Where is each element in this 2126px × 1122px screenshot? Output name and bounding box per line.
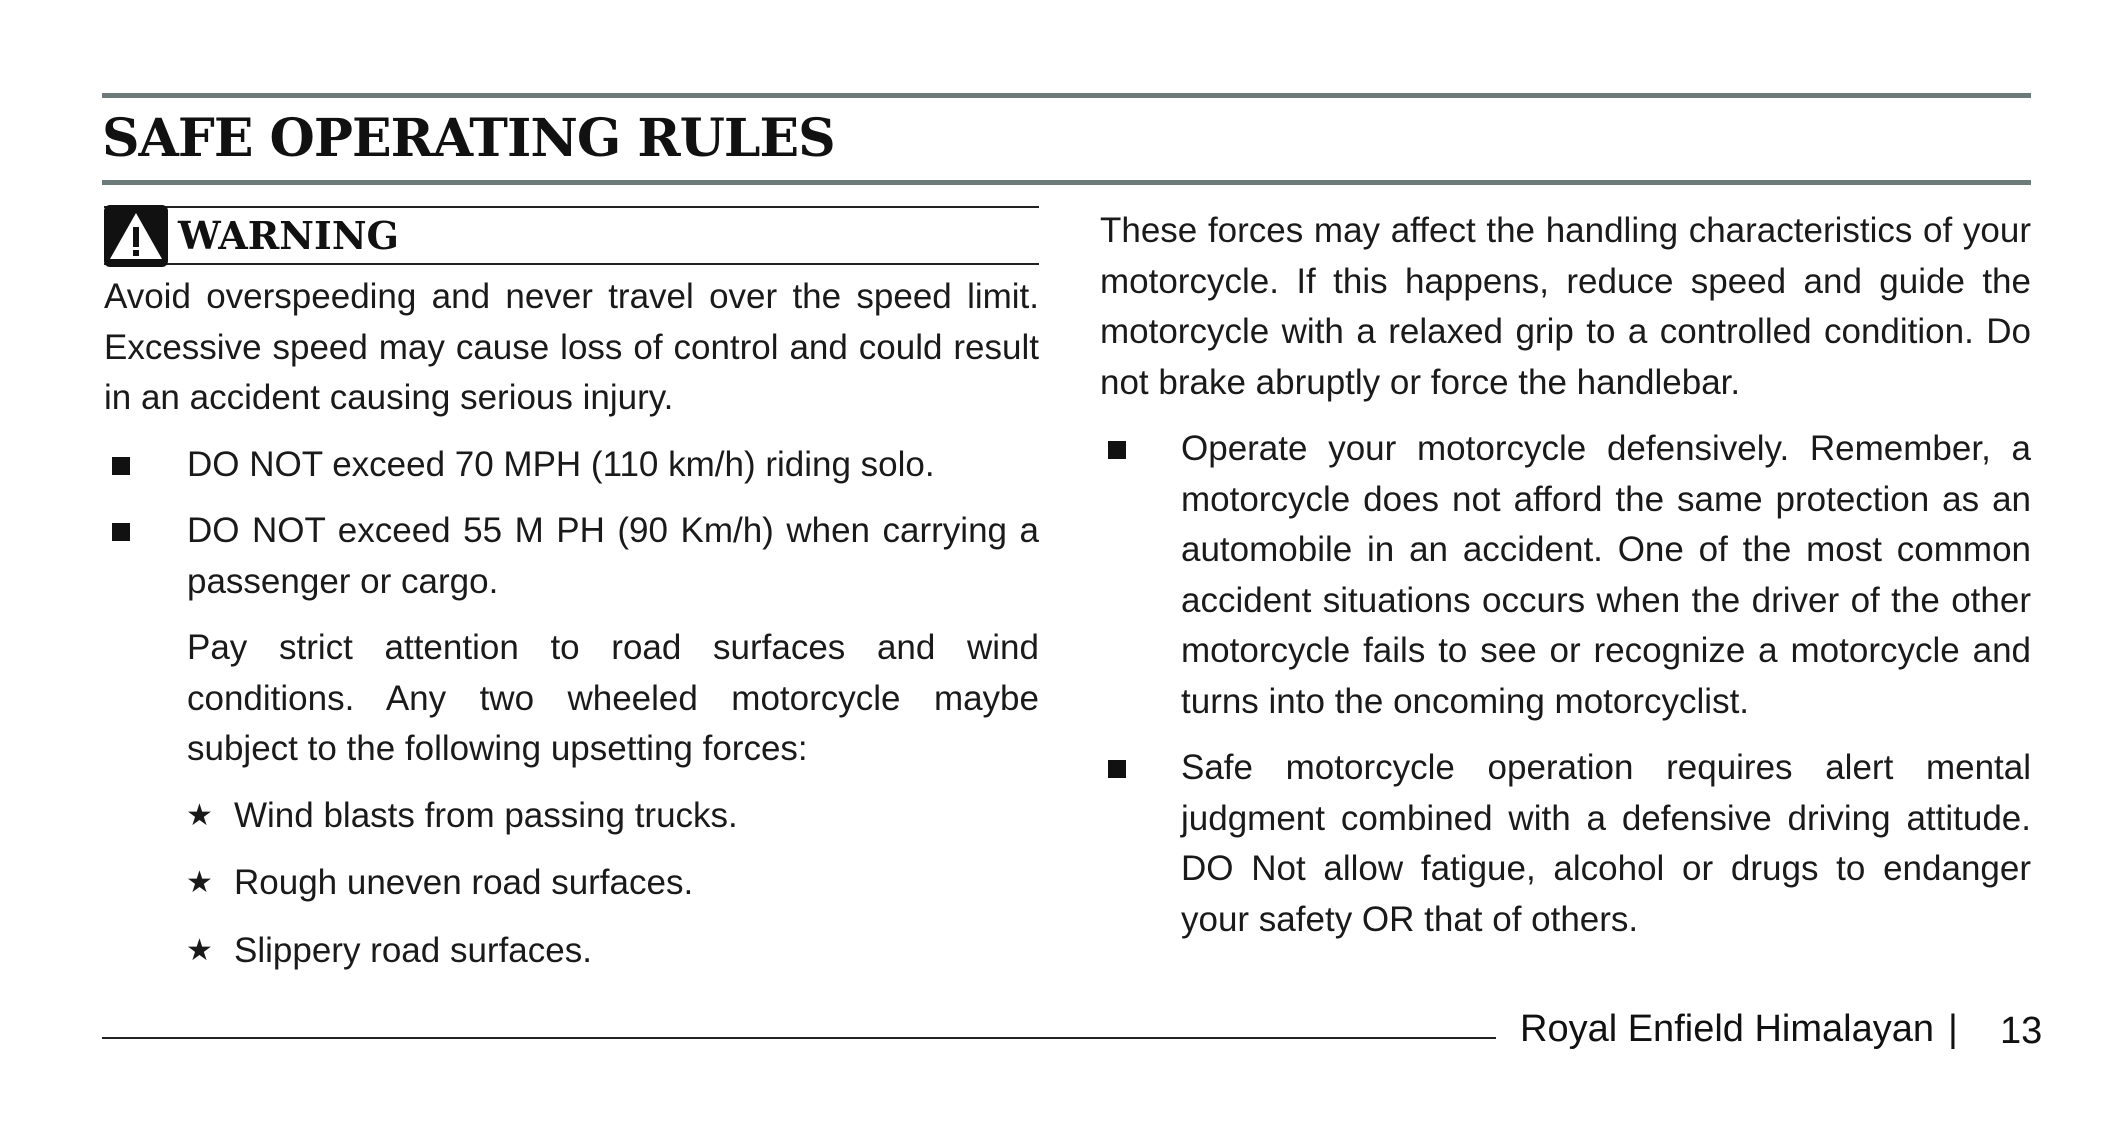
footer-book-title: [1520, 1008, 1976, 1051]
warning-label: WARNING: [178, 213, 400, 258]
footer-separator: |: [1947, 1008, 1958, 1050]
list-item: [104, 791, 1039, 842]
left-intro-paragraph: Avoid overspeeding and never travel over the speed limit. Excessive speed may cause loss of control and could result in an accident causing serious injury.: [104, 277, 1039, 417]
bullet-text: DO NOT exceed 55 M PH (90 Km/h) when carrying a passenger or cargo.: [187, 511, 1039, 601]
star-bullet-icon: ★: [186, 798, 213, 832]
bullet-text: DO NOT exceed 70 MPH (110 km/h) riding solo.: [187, 444, 935, 484]
bullet-text: Operate your motorcycle defensively. Remember, a motorcycle does not afford the same protection as an automobile in an accident. One of the most common accident situations occurs when the driver of the other motorcycle fails to see or recognize a motorcycle and turns into the oncoming motorcyclist.: [1181, 429, 2031, 721]
warning-triangle-icon: [104, 205, 168, 267]
list-item: [1100, 424, 2031, 727]
square-bullet-icon: [1108, 441, 1126, 459]
left-column: [104, 272, 1039, 993]
top-rule: [102, 93, 2031, 98]
bullet-text: Safe motorcycle operation requires alert mental judgment combined with a defensive driving attitude. DO Not allow fatigue, alcohol or drugs to endanger your safety OR that of others.: [1181, 748, 2031, 939]
list-item: [1100, 743, 2031, 945]
footer-rule: [102, 1037, 1496, 1039]
star-item-text: Slippery road surfaces.: [234, 930, 592, 970]
list-item: [104, 926, 1039, 977]
star-item-text: Wind blasts from passing trucks.: [234, 795, 738, 835]
right-intro-paragraph: These forces may affect the handling characteristics of your motorcycle. If this happens, reduce speed and guide the motorcycle with a relaxed grip to a controlled condition. Do not brake abruptly or force the handlebar.: [1100, 211, 2031, 402]
warning-header: [104, 206, 1039, 265]
book-title: Royal Enfield Himalayan: [1520, 1008, 1934, 1050]
square-bullet-icon: [112, 457, 130, 475]
list-item: [104, 440, 1039, 491]
right-column: [1100, 206, 2031, 961]
star-bullet-icon: ★: [186, 933, 213, 967]
square-bullet-icon: [1108, 760, 1126, 778]
list-item: [104, 858, 1039, 909]
list-item: [104, 506, 1039, 607]
title-underline: [102, 180, 2031, 185]
square-bullet-icon: [112, 523, 130, 541]
star-item-text: Rough uneven road surfaces.: [234, 863, 694, 902]
star-bullet-icon: ★: [186, 866, 213, 899]
upsetting-forces-paragraph: Pay strict attention to road surfaces and wind conditions. Any two wheeled motorcycle maybe subject to the following upsetting forces:: [187, 628, 1039, 768]
page-number: 13: [2000, 1010, 2043, 1052]
page-title: SAFE OPERATING RULES: [102, 108, 835, 169]
